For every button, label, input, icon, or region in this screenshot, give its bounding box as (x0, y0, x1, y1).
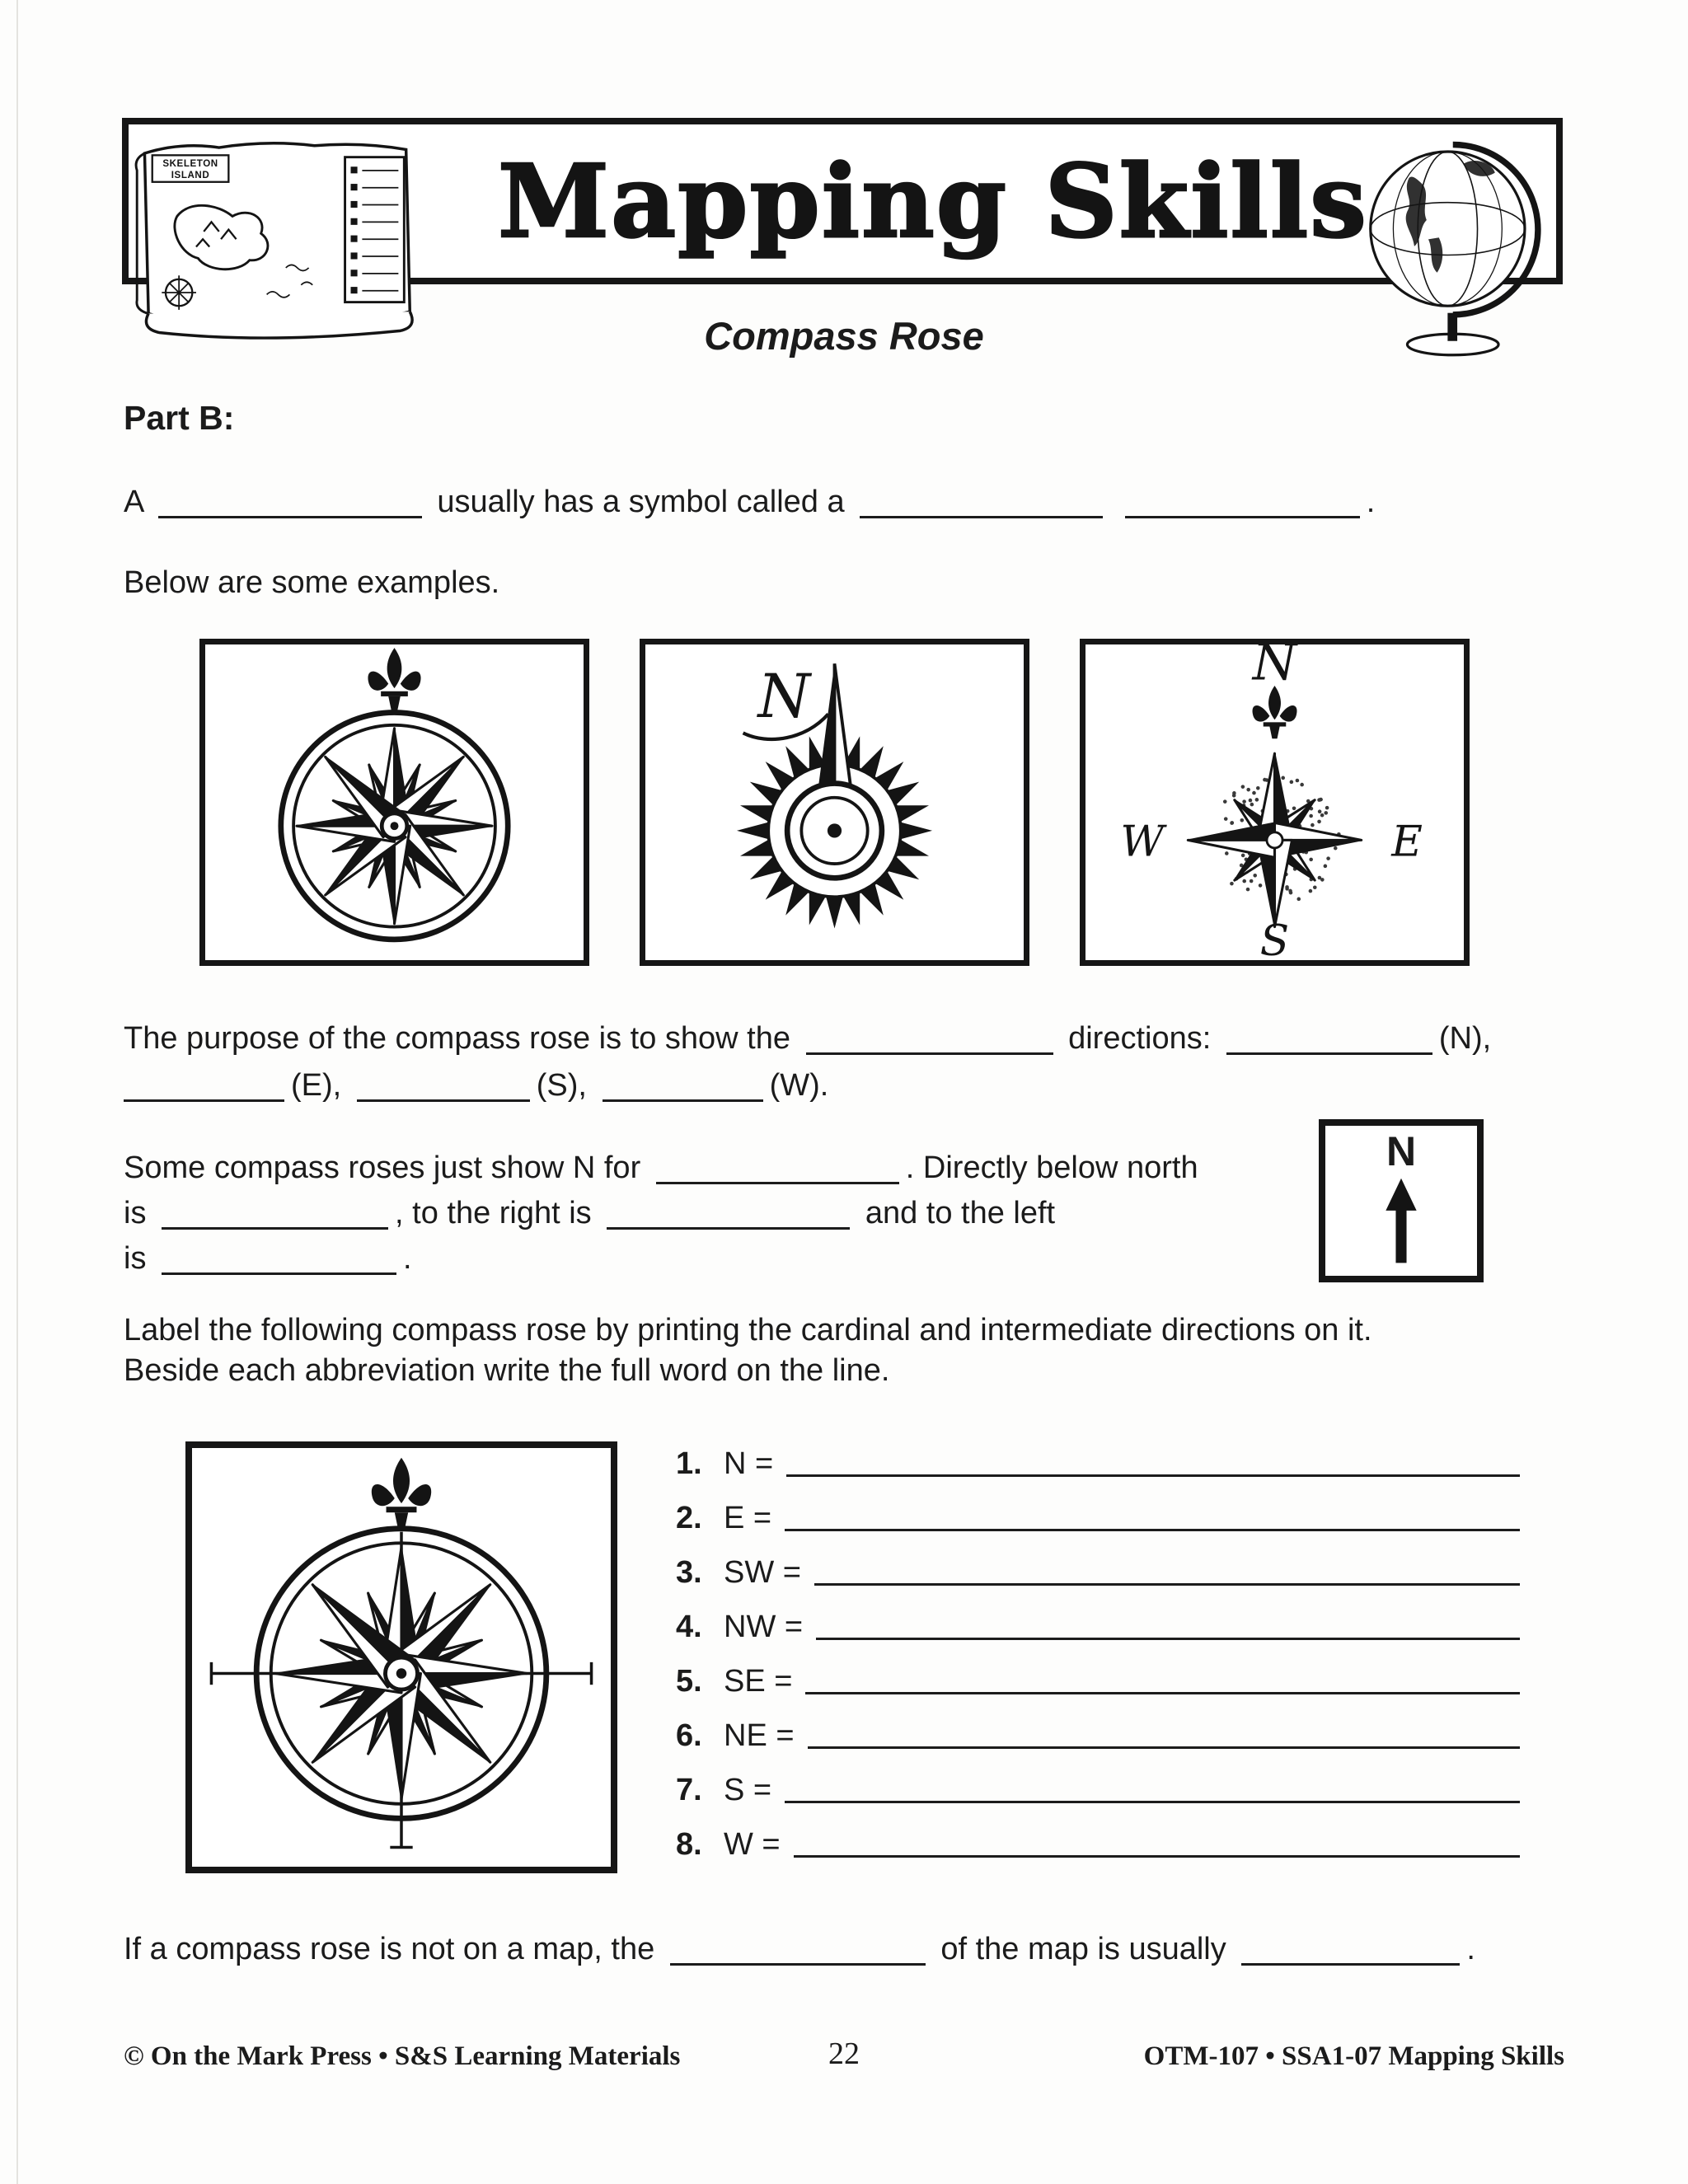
direction-row (676, 1808, 1520, 1863)
sentence-text: A (124, 485, 143, 519)
north-paragraph (124, 1146, 1319, 1282)
sentence-text: (N), (1438, 1021, 1492, 1056)
globe-illustration (1360, 124, 1553, 373)
footer-product-code: OTM-107 • SSA1-07 Mapping Skills (1143, 2041, 1564, 2071)
compass-rose-sunburst-icon (645, 644, 1024, 960)
label-instructions (124, 1310, 1648, 1391)
north-line-3 (124, 1236, 1319, 1282)
examples-intro: Below are some examples. (124, 565, 500, 600)
answer-line (816, 1635, 1520, 1640)
north-line-1 (124, 1146, 1319, 1191)
direction-row (676, 1591, 1520, 1645)
footer-page-number: 22 (828, 2036, 860, 2071)
sentence-text: is (124, 1241, 147, 1276)
treasure-map-illustration (124, 120, 438, 368)
blank-line (860, 510, 1103, 518)
compass-letter-e: E (1391, 817, 1423, 867)
blank-line (162, 1221, 388, 1230)
blank-line (806, 1047, 1053, 1055)
direction-number: 7. (676, 1773, 702, 1807)
sentence-text: directions: (1068, 1021, 1212, 1056)
part-b-heading: Part B: (124, 399, 235, 437)
sentence-text: of the map is usually (940, 1932, 1226, 1966)
compass-rose-star-icon (1085, 644, 1464, 960)
direction-abbreviation: N = (724, 1446, 774, 1481)
sentence-text: . (403, 1241, 412, 1276)
purpose-line-2 (124, 1062, 1607, 1109)
answer-line (786, 1472, 1520, 1477)
no-compass-sentence (124, 1932, 1657, 1967)
sentence-text: . (1466, 1932, 1475, 1966)
direction-number: 4. (676, 1610, 702, 1644)
purpose-paragraph (124, 1015, 1607, 1109)
blank-line (158, 510, 422, 518)
direction-number: 3. (676, 1555, 702, 1590)
direction-number: 5. (676, 1664, 702, 1699)
sentence-text: Some compass roses just show N for (124, 1151, 641, 1185)
direction-number: 8. (676, 1827, 702, 1862)
direction-row (676, 1427, 1520, 1482)
direction-number: 1. (676, 1446, 702, 1481)
answer-line (814, 1581, 1520, 1586)
compass-letter-s: S (1259, 916, 1290, 960)
blank-line (1226, 1047, 1432, 1055)
direction-row (676, 1754, 1520, 1808)
sentence-text: (S), (536, 1068, 587, 1103)
compass-letter-n: N (757, 663, 811, 733)
sentence-text: , to the right is (395, 1196, 592, 1230)
direction-row (676, 1645, 1520, 1699)
north-arrow-box (1319, 1119, 1484, 1282)
blank-line (357, 1094, 530, 1102)
north-letter: N (1386, 1128, 1417, 1174)
answer-line (808, 1744, 1520, 1749)
compass-letter-w: W (1120, 817, 1165, 867)
treasure-map-svg (124, 120, 438, 368)
answer-line (785, 1526, 1520, 1531)
direction-abbreviation: E = (724, 1501, 772, 1535)
up-arrow-icon (1366, 1175, 1437, 1268)
compass-rose-large-icon (192, 1448, 611, 1867)
sentence-text: (E), (291, 1068, 342, 1103)
blank-line (603, 1094, 763, 1102)
blank-line (607, 1221, 850, 1230)
direction-answer-list (676, 1427, 1520, 1863)
north-line-2 (124, 1191, 1319, 1236)
globe-svg (1360, 124, 1553, 373)
compass-examples-row (199, 639, 1470, 966)
purpose-line-1 (124, 1015, 1607, 1062)
direction-abbreviation: NW = (724, 1610, 804, 1644)
footer-publisher: © On the Mark Press • S&S Learning Materials (124, 2041, 681, 2071)
direction-row (676, 1699, 1520, 1754)
blank-line (162, 1267, 396, 1275)
label-instructions-line-1: Label the following compass rose by printing the cardinal and intermediate directions on it. (124, 1313, 1372, 1347)
answer-line (805, 1690, 1520, 1694)
answer-line (785, 1798, 1520, 1803)
direction-row (676, 1536, 1520, 1591)
sentence-text: and to the left (865, 1196, 1056, 1230)
sentence-text: . (1366, 485, 1376, 519)
direction-abbreviation: NE = (724, 1718, 795, 1753)
label-compass-box (185, 1441, 617, 1873)
compass-rose-classic-icon (205, 644, 584, 960)
blank-line (1241, 1957, 1460, 1966)
blank-line (124, 1094, 284, 1102)
sentence-text: If a compass rose is not on a map, the (124, 1932, 655, 1966)
compass-example-box-1 (199, 639, 589, 966)
direction-abbreviation: SE = (724, 1664, 793, 1699)
direction-abbreviation: W = (724, 1827, 781, 1862)
map-banner-label-line2: ISLAND (171, 171, 210, 181)
answer-line (794, 1853, 1520, 1858)
blank-line (656, 1176, 899, 1184)
compass-example-box-2 (640, 639, 1029, 966)
blank-line (1125, 510, 1360, 518)
direction-row (676, 1482, 1520, 1536)
blank-line (670, 1957, 926, 1966)
compass-letter-n: N (1252, 644, 1297, 692)
direction-number: 6. (676, 1718, 702, 1753)
label-instructions-line-2: Beside each abbreviation write the full word on the line. (124, 1353, 890, 1388)
page-title: Mapping Skills (498, 142, 1368, 260)
sentence-text: The purpose of the compass rose is to show the (124, 1021, 790, 1056)
worksheet-subtitle: Compass Rose (704, 314, 984, 358)
direction-abbreviation: SW = (724, 1555, 801, 1590)
sentence-text: . Directly below north (905, 1151, 1198, 1185)
symbol-sentence (124, 485, 1640, 520)
page-footer (124, 2029, 1564, 2072)
direction-abbreviation: S = (724, 1773, 772, 1807)
map-banner-label-line1: SKELETON (162, 159, 218, 170)
sentence-text: (W). (769, 1068, 829, 1103)
sentence-text: usually has a symbol called a (437, 485, 845, 519)
sentence-text: is (124, 1196, 147, 1230)
compass-example-box-3 (1080, 639, 1470, 966)
direction-number: 2. (676, 1501, 702, 1535)
